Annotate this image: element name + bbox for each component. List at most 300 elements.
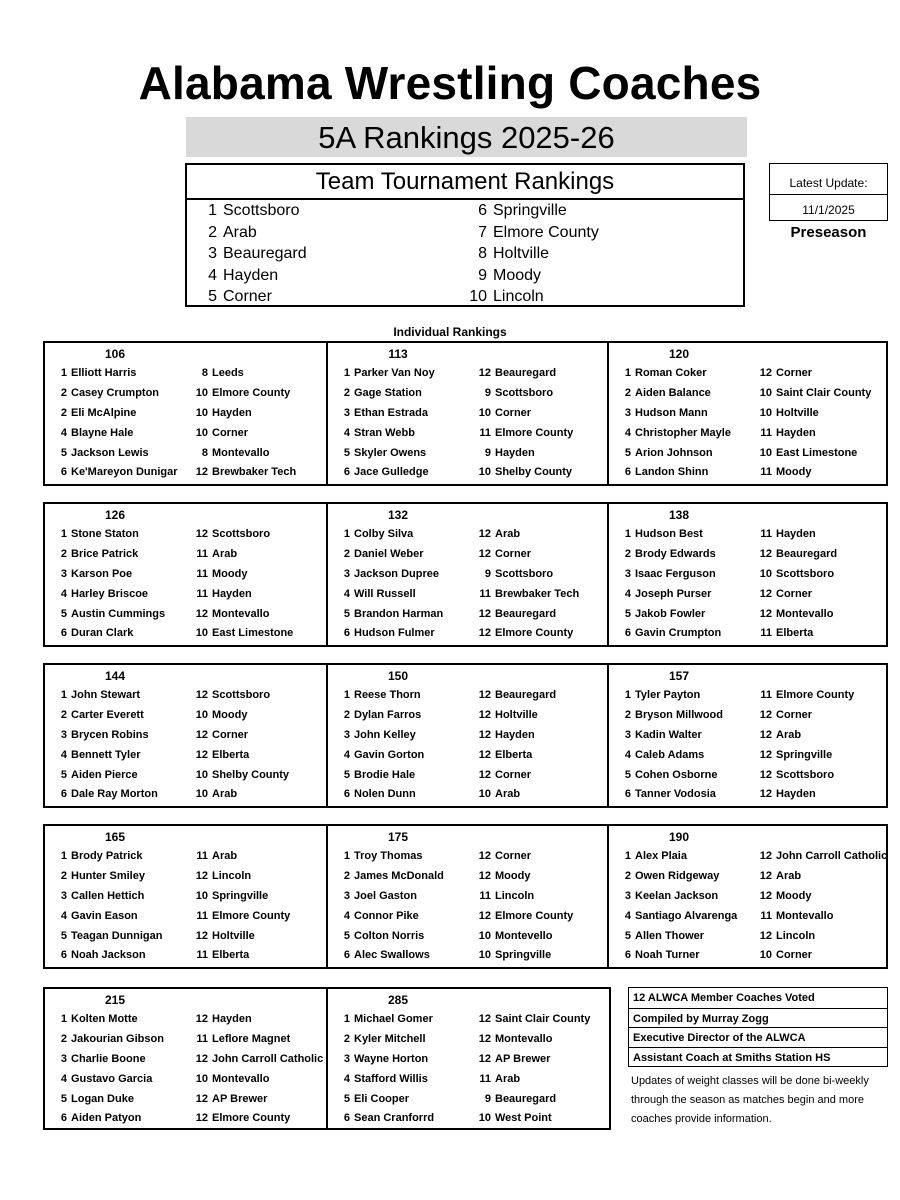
wrestler-name: Nolen Dunn: [354, 788, 416, 800]
wrestler-rank: 2: [343, 709, 350, 721]
wrestler-name: Harley Briscoe: [71, 588, 149, 600]
wrestler-rank: 4: [343, 427, 350, 439]
wrestler-school: Montevallo: [212, 608, 270, 620]
wrestler-grade: 8: [201, 447, 208, 459]
wrestler-rank: 1: [343, 528, 350, 540]
wrestler-school: Elmore County: [495, 627, 574, 639]
update-date: 11/1/2025: [802, 203, 855, 217]
wrestler-grade: 10: [195, 1073, 208, 1085]
wrestler-name: Wayne Horton: [354, 1053, 429, 1065]
wrestler-school: Brewbaker Tech: [495, 588, 580, 600]
wrestler-rank: 1: [343, 367, 350, 379]
wrestler-rank: 2: [624, 548, 631, 560]
weight-class-panel: [326, 504, 607, 645]
team-name: Scottsboro: [223, 202, 300, 219]
wrestler-grade: 8: [201, 367, 208, 379]
wrestler-grade: 12: [195, 1093, 208, 1105]
wrestler-rank: 2: [60, 870, 67, 882]
wrestler-rank: 5: [60, 769, 67, 781]
wrestler-grade: 10: [195, 407, 208, 419]
wrestler-name: James McDonald: [354, 870, 444, 882]
wrestler-school: Montevallo: [776, 910, 834, 922]
wrestler-rank: 2: [343, 870, 350, 882]
wrestler-rank: 1: [624, 850, 631, 862]
wrestler-school: Elberta: [212, 949, 250, 961]
wrestler-name: Landon Shinn: [635, 466, 709, 478]
wrestler-grade: 12: [759, 749, 772, 761]
wrestler-name: Carter Everett: [71, 709, 144, 721]
wrestler-grade: 10: [478, 930, 491, 942]
weight-class-header: 138: [668, 508, 690, 522]
wrestler-rank: 3: [60, 1053, 67, 1065]
wrestler-grade: 12: [478, 1033, 491, 1045]
team-rank-number: 2: [208, 223, 217, 241]
wrestler-name: Cohen Osborne: [635, 769, 718, 781]
update-divider: [770, 194, 887, 195]
wrestler-rank: 1: [343, 689, 350, 701]
wrestler-rank: 1: [624, 528, 631, 540]
wrestler-name: Sean Cranforrd: [354, 1112, 435, 1124]
wrestler-name: Connor Pike: [354, 910, 419, 922]
wrestler-grade: 12: [759, 709, 772, 721]
wrestler-rank: 6: [624, 466, 631, 478]
wrestler-rank: 3: [343, 890, 350, 902]
wrestler-school: Holtville: [212, 930, 255, 942]
weight-class-panel: [607, 343, 886, 484]
team-name: Elmore County: [493, 223, 599, 241]
wrestler-grade: 12: [759, 729, 772, 741]
wrestler-rank: 4: [60, 588, 67, 600]
wrestler-name: Casey Crumpton: [71, 387, 160, 399]
weight-class-panel: [326, 665, 607, 806]
wrestler-name: Tanner Vodosia: [635, 788, 716, 800]
wrestler-school: Scottsboro: [776, 568, 835, 580]
wrestler-name: Brycen Robins: [71, 729, 149, 741]
info-box: [628, 987, 888, 1067]
wrestler-school: Springville: [495, 949, 552, 961]
wrestler-school: Beauregard: [495, 608, 557, 620]
wrestler-name: Hudson Best: [635, 528, 703, 540]
team-name: Moody: [493, 266, 542, 284]
weight-class-panel: [607, 665, 886, 806]
wrestler-name: Brodie Hale: [354, 769, 416, 781]
wrestler-rank: 5: [60, 447, 67, 459]
wrestler-rank: 5: [60, 1093, 67, 1105]
wrestler-grade: 11: [760, 466, 772, 478]
wrestler-name: Jackson Dupree: [354, 568, 439, 580]
wrestler-rank: 4: [60, 749, 67, 761]
wrestler-rank: 3: [624, 407, 631, 419]
wrestler-name: Stone Staton: [71, 528, 139, 540]
wrestler-name: Brody Patrick: [71, 850, 143, 862]
wrestler-rank: 4: [624, 749, 631, 761]
weight-class-panel: [326, 343, 607, 484]
wrestler-name: Austin Cummings: [71, 608, 166, 620]
weight-class-panel: [45, 504, 326, 645]
wrestler-school: Elmore County: [776, 689, 855, 701]
wrestler-grade: 12: [759, 588, 772, 600]
wrestler-school: Hayden: [212, 588, 252, 600]
page-title: Alabama Wrestling Coaches: [138, 57, 762, 109]
wrestler-school: Moody: [212, 568, 248, 580]
wrestler-name: Kolten Motte: [71, 1013, 138, 1025]
wrestler-school: Lincoln: [212, 870, 252, 882]
wrestler-rank: 5: [624, 769, 631, 781]
wrestler-grade: 12: [478, 528, 491, 540]
wrestler-grade: 10: [195, 709, 208, 721]
weight-class-header: 126: [104, 508, 126, 522]
wrestler-name: Karson Poe: [71, 568, 133, 580]
wrestler-name: Noah Jackson: [71, 949, 146, 961]
wrestler-rank: 3: [624, 890, 631, 902]
wrestler-rank: 4: [343, 588, 350, 600]
wrestler-rank: 5: [624, 930, 631, 942]
wrestler-school: Corner: [776, 588, 813, 600]
wrestler-grade: 12: [759, 608, 772, 620]
team-name: Beauregard: [223, 245, 307, 262]
wrestler-school: Hayden: [776, 528, 816, 540]
wrestler-rank: 4: [60, 910, 67, 922]
info-line: Executive Director of the ALWCA: [629, 1027, 887, 1048]
wrestler-name: Stran Webb: [354, 427, 415, 439]
weight-class-header: 157: [668, 669, 690, 683]
wrestler-grade: 11: [479, 588, 491, 600]
wrestler-rank: 5: [343, 930, 350, 942]
wrestler-name: Jakob Fowler: [635, 608, 706, 620]
wrestler-grade: 12: [478, 367, 491, 379]
wrestler-grade: 12: [195, 1112, 208, 1124]
wrestler-rank: 1: [60, 689, 67, 701]
wrestler-name: Aiden Balance: [635, 387, 711, 399]
update-note: Updates of weight classes will be done bi-weekly through the season as matches begin and more coaches provide information.: [631, 1075, 869, 1125]
wrestler-school: Arab: [495, 528, 521, 540]
wrestler-grade: 11: [760, 528, 772, 540]
team-rank-number: 8: [478, 245, 487, 262]
wrestler-rank: 5: [343, 608, 350, 620]
wrestler-school: John Carroll Catholic: [212, 1053, 324, 1065]
wrestler-rank: 2: [60, 407, 67, 419]
wrestler-rank: 2: [60, 548, 67, 560]
wrestler-grade: 12: [478, 627, 491, 639]
wrestler-grade: 12: [759, 890, 772, 902]
team-rankings-header: Team Tournament Rankings: [187, 165, 743, 200]
wrestler-grade: 10: [195, 387, 208, 399]
wrestler-rank: 6: [624, 788, 631, 800]
wrestler-grade: 12: [478, 850, 491, 862]
wrestler-name: Isaac Ferguson: [635, 568, 716, 580]
wrestler-rank: 5: [624, 608, 631, 620]
wrestler-school: Moody: [776, 890, 812, 902]
wrestler-school: Leflore Magnet: [212, 1033, 291, 1045]
wrestler-rank: 3: [343, 729, 350, 741]
wrestler-school: Arab: [212, 548, 238, 560]
weight-class-panel: [607, 504, 886, 645]
wrestler-rank: 3: [60, 729, 67, 741]
wrestler-grade: 12: [478, 769, 491, 781]
wrestler-rank: 5: [60, 930, 67, 942]
weight-group: [43, 824, 888, 969]
wrestler-rank: 3: [60, 890, 67, 902]
wrestler-grade: 12: [759, 548, 772, 560]
wrestler-rank: 1: [624, 367, 631, 379]
wrestler-school: Hayden: [212, 407, 252, 419]
team-name: Hayden: [223, 266, 279, 284]
wrestler-school: Shelby County: [495, 466, 573, 478]
wrestler-rank: 6: [343, 466, 350, 478]
weight-class-header: 285: [387, 993, 409, 1007]
wrestler-grade: 10: [195, 890, 208, 902]
wrestler-school: Corner: [495, 407, 532, 419]
wrestler-grade: 12: [195, 729, 208, 741]
wrestler-school: Montevello: [495, 930, 553, 942]
wrestler-rank: 5: [60, 608, 67, 620]
wrestler-grade: 10: [195, 627, 208, 639]
wrestler-grade: 11: [196, 1033, 208, 1045]
wrestler-grade: 11: [479, 427, 491, 439]
team-rank-item: [467, 287, 544, 307]
wrestler-rank: 2: [343, 548, 350, 560]
wrestler-grade: 11: [479, 890, 491, 902]
wrestler-grade: 11: [196, 568, 208, 580]
wrestler-school: Corner: [212, 427, 249, 439]
wrestler-rank: 2: [343, 387, 350, 399]
wrestler-name: Callen Hettich: [71, 890, 145, 902]
wrestler-rank: 2: [60, 709, 67, 721]
wrestler-grade: 12: [195, 870, 208, 882]
wrestler-name: Stafford Willis: [354, 1073, 428, 1085]
wrestler-school: Montevallo: [495, 1033, 553, 1045]
weight-class-header: 144: [104, 669, 126, 683]
wrestler-name: Brody Edwards: [635, 548, 716, 560]
wrestler-rank: 2: [60, 387, 67, 399]
wrestler-rank: 2: [624, 709, 631, 721]
wrestler-school: Hayden: [776, 788, 816, 800]
wrestler-school: West Point: [495, 1112, 552, 1124]
wrestler-name: Aiden Patyon: [71, 1112, 142, 1124]
wrestler-school: Elmore County: [495, 427, 574, 439]
wrestler-school: Scottsboro: [212, 528, 271, 540]
wrestler-rank: 1: [343, 1013, 350, 1025]
wrestler-name: Ke'Mareyon Dunigar: [71, 466, 178, 478]
wrestler-grade: 12: [478, 870, 491, 882]
wrestler-grade: 11: [479, 1073, 491, 1085]
wrestler-grade: 11: [196, 548, 208, 560]
weight-class-header: 175: [387, 830, 409, 844]
team-rank-number: 6: [478, 202, 487, 219]
wrestler-name: Alex Plaia: [635, 850, 687, 862]
wrestler-grade: 12: [478, 689, 491, 701]
wrestler-name: Bennett Tyler: [71, 749, 141, 761]
wrestler-name: Michael Gomer: [354, 1013, 433, 1025]
wrestler-grade: 10: [478, 466, 491, 478]
wrestler-school: Montevallo: [212, 1073, 270, 1085]
wrestler-name: Colby Silva: [354, 528, 414, 540]
wrestler-school: East Limestone: [212, 627, 294, 639]
wrestler-rank: 6: [60, 949, 67, 961]
team-rank-item: [467, 244, 549, 264]
wrestler-name: Skyler Owens: [354, 447, 427, 459]
team-rank-number: 10: [469, 288, 487, 305]
wrestler-school: Springville: [776, 749, 833, 761]
wrestler-name: Hudson Fulmer: [354, 627, 435, 639]
wrestler-grade: 10: [478, 949, 491, 961]
wrestler-grade: 12: [478, 729, 491, 741]
wrestler-grade: 9: [484, 447, 491, 459]
wrestler-name: John Stewart: [71, 689, 141, 701]
wrestler-name: Gage Station: [354, 387, 422, 399]
team-name: Arab: [223, 223, 257, 241]
wrestler-grade: 12: [759, 850, 772, 862]
team-name: Corner: [223, 288, 272, 305]
wrestler-name: Charlie Boone: [71, 1053, 146, 1065]
team-rank-item: [467, 266, 541, 286]
info-line: Assistant Coach at Smiths Station HS: [629, 1047, 887, 1068]
wrestler-name: Caleb Adams: [635, 749, 705, 761]
wrestler-name: Santiago Alvarenga: [635, 910, 738, 922]
wrestler-school: Elmore County: [212, 910, 291, 922]
wrestler-rank: 6: [343, 949, 350, 961]
weight-class-panel: [45, 665, 326, 806]
wrestler-school: Corner: [776, 709, 813, 721]
weight-class-header: 150: [387, 669, 409, 683]
wrestler-school: Scottsboro: [495, 568, 554, 580]
weight-group: [43, 663, 888, 808]
team-name: Holtville: [493, 245, 550, 262]
wrestler-grade: 10: [759, 407, 772, 419]
wrestler-school: Elmore County: [495, 910, 574, 922]
wrestler-rank: 1: [60, 850, 67, 862]
individual-rankings-label: Individual Rankings: [393, 325, 507, 339]
wrestler-grade: 11: [196, 910, 208, 922]
wrestler-name: Elliott Harris: [71, 367, 137, 379]
wrestler-rank: 2: [343, 1033, 350, 1045]
weight-class-header: 215: [104, 993, 126, 1007]
wrestler-rank: 4: [624, 427, 631, 439]
wrestler-rank: 5: [343, 447, 350, 459]
wrestler-school: Elmore County: [212, 1112, 291, 1124]
wrestler-rank: 2: [624, 870, 631, 882]
wrestler-rank: 5: [343, 1093, 350, 1105]
wrestler-school: Beauregard: [495, 367, 557, 379]
wrestler-rank: 3: [624, 729, 631, 741]
wrestler-grade: 11: [760, 427, 772, 439]
wrestler-name: Aiden Pierce: [71, 769, 138, 781]
wrestler-name: Keelan Jackson: [635, 890, 719, 902]
wrestler-grade: 12: [478, 1053, 491, 1065]
wrestler-name: Ethan Estrada: [354, 407, 428, 419]
wrestler-school: Saint Clair County: [495, 1013, 591, 1025]
wrestler-school: Leeds: [212, 367, 244, 379]
team-name: Springville: [493, 202, 567, 219]
wrestler-school: Holtville: [495, 709, 538, 721]
weight-group: [43, 502, 888, 647]
wrestler-rank: 6: [343, 1112, 350, 1124]
wrestler-school: Arab: [495, 788, 521, 800]
wrestler-school: Corner: [495, 769, 532, 781]
wrestler-school: Elberta: [212, 749, 250, 761]
wrestler-grade: 12: [195, 930, 208, 942]
wrestler-rank: 4: [343, 910, 350, 922]
wrestler-rank: 1: [60, 1013, 67, 1025]
wrestler-name: Allen Thower: [635, 930, 705, 942]
wrestler-school: Corner: [776, 949, 813, 961]
wrestler-grade: 10: [195, 769, 208, 781]
wrestler-school: Corner: [776, 367, 813, 379]
wrestler-rank: 4: [343, 1073, 350, 1085]
wrestler-rank: 6: [624, 949, 631, 961]
wrestler-school: Corner: [495, 548, 532, 560]
wrestler-name: Jakourian Gibson: [71, 1033, 164, 1045]
wrestler-name: Hunter Smiley: [71, 870, 145, 882]
wrestler-name: Troy Thomas: [354, 850, 423, 862]
wrestler-rank: 1: [60, 528, 67, 540]
wrestler-name: Joseph Purser: [635, 588, 712, 600]
wrestler-grade: 12: [195, 1053, 208, 1065]
wrestler-grade: 11: [196, 588, 208, 600]
wrestler-name: Jackson Lewis: [71, 447, 149, 459]
wrestler-school: Arab: [212, 850, 238, 862]
wrestler-school: Holtville: [776, 407, 819, 419]
team-rank-item: [197, 266, 278, 286]
wrestler-rank: 6: [60, 788, 67, 800]
wrestler-school: Arab: [776, 870, 802, 882]
wrestler-grade: 11: [760, 627, 772, 639]
update-label: Latest Update:: [789, 176, 868, 190]
team-rank-item: [197, 287, 272, 307]
team-rank-number: 1: [208, 202, 217, 219]
wrestler-name: Brice Patrick: [71, 548, 139, 560]
wrestler-school: Scottsboro: [776, 769, 835, 781]
weight-class-header: 165: [104, 830, 126, 844]
wrestler-name: Christopher Mayle: [635, 427, 731, 439]
wrestler-name: Joel Gaston: [354, 890, 417, 902]
wrestler-school: Elmore County: [212, 387, 291, 399]
wrestler-grade: 10: [195, 788, 208, 800]
update-box: [769, 163, 888, 221]
weight-class-panel: [326, 826, 607, 967]
wrestler-rank: 4: [624, 588, 631, 600]
wrestler-school: Lincoln: [495, 890, 535, 902]
wrestler-rank: 3: [343, 1053, 350, 1065]
wrestler-grade: 10: [478, 1112, 491, 1124]
wrestler-grade: 12: [478, 910, 491, 922]
wrestler-grade: 10: [478, 788, 491, 800]
wrestler-grade: 12: [478, 1013, 491, 1025]
wrestler-grade: 11: [196, 850, 208, 862]
wrestler-school: Beauregard: [495, 689, 557, 701]
wrestler-name: Parker Van Noy: [354, 367, 435, 379]
wrestler-grade: 12: [195, 689, 208, 701]
wrestler-school: Montevallo: [776, 608, 834, 620]
wrestler-grade: 10: [759, 949, 772, 961]
wrestler-name: John Kelley: [354, 729, 416, 741]
page-subtitle: 5A Rankings 2025-26: [186, 117, 747, 157]
wrestler-school: Corner: [495, 850, 532, 862]
wrestler-name: Alec Swallows: [354, 949, 430, 961]
wrestler-grade: 12: [759, 870, 772, 882]
wrestler-name: Kadin Walter: [635, 729, 702, 741]
wrestler-grade: 12: [759, 367, 772, 379]
wrestler-rank: 6: [60, 466, 67, 478]
weight-class-header: 113: [388, 347, 408, 361]
wrestler-school: AP Brewer: [495, 1053, 551, 1065]
wrestler-name: Will Russell: [354, 588, 416, 600]
wrestler-name: Gustavo Garcia: [71, 1073, 153, 1085]
wrestler-name: Jace Gulledge: [354, 466, 429, 478]
wrestler-school: Beauregard: [776, 548, 838, 560]
wrestler-rank: 1: [343, 850, 350, 862]
wrestler-grade: 12: [759, 769, 772, 781]
